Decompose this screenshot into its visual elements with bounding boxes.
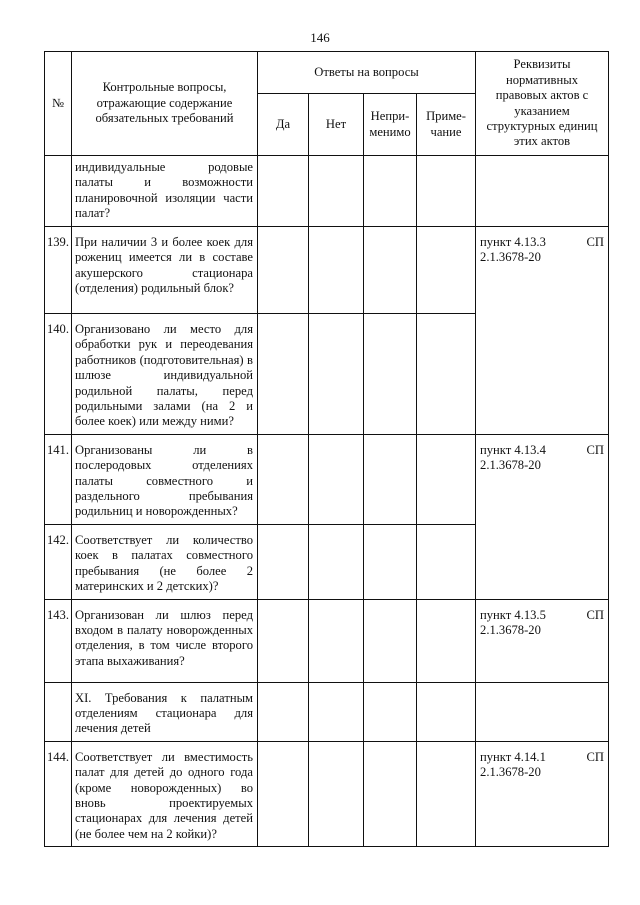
table-row bbox=[45, 599, 609, 682]
table-row bbox=[45, 434, 609, 524]
answer-no-cell[interactable] bbox=[309, 524, 364, 599]
answer-yes-cell[interactable] bbox=[258, 227, 309, 314]
page-number: 146 bbox=[310, 30, 330, 45]
header-num: № bbox=[45, 52, 72, 156]
answer-note-cell[interactable] bbox=[417, 227, 476, 314]
answer-note-cell[interactable] bbox=[417, 741, 476, 846]
table-row bbox=[45, 156, 609, 227]
ref-document: 2.1.3678-20 bbox=[480, 458, 541, 473]
answer-no-cell[interactable] bbox=[309, 434, 364, 524]
row-question: При наличии 3 и более коек для рожениц имеется ли в составе акушерского стационара (отделения) родильный блок? bbox=[72, 227, 258, 314]
header-no: Нет bbox=[309, 94, 364, 156]
empty-cell bbox=[476, 682, 609, 741]
ref-sp: СП bbox=[586, 607, 605, 622]
row-number: 141. bbox=[45, 434, 72, 524]
row-number: 144. bbox=[45, 741, 72, 846]
answer-yes-cell[interactable] bbox=[258, 741, 309, 846]
answer-note-cell[interactable] bbox=[417, 156, 476, 227]
answer-na-cell[interactable] bbox=[364, 434, 417, 524]
answer-yes-cell[interactable] bbox=[258, 156, 309, 227]
header-note: Приме-чание bbox=[417, 94, 476, 156]
answer-note-cell[interactable] bbox=[417, 434, 476, 524]
table-row bbox=[45, 227, 609, 314]
ref-clause: пункт 4.13.3 bbox=[480, 235, 546, 249]
header-questions: Контрольные вопросы, отражающие содержание обязательных требований bbox=[72, 52, 258, 156]
row-question: Соответствует ли количество коек в палатах совместного пребывания (не более 2 материнских и 2 детских)? bbox=[72, 524, 258, 599]
ref-clause: пункт 4.13.4 bbox=[480, 442, 546, 457]
row-number bbox=[45, 682, 72, 741]
row-number: 140. bbox=[45, 314, 72, 435]
answer-no-cell[interactable] bbox=[309, 314, 364, 435]
header-yes: Да bbox=[258, 94, 309, 156]
empty-cell bbox=[417, 682, 476, 741]
answer-no-cell[interactable] bbox=[309, 741, 364, 846]
empty-cell bbox=[364, 682, 417, 741]
answer-na-cell[interactable] bbox=[364, 599, 417, 682]
answer-no-cell[interactable] bbox=[309, 156, 364, 227]
row-requisites bbox=[476, 741, 609, 846]
answer-yes-cell[interactable] bbox=[258, 524, 309, 599]
answer-yes-cell[interactable] bbox=[258, 434, 309, 524]
answer-note-cell[interactable] bbox=[417, 599, 476, 682]
row-number bbox=[45, 156, 72, 227]
header-answers: Ответы на вопросы bbox=[258, 52, 476, 94]
answer-no-cell[interactable] bbox=[309, 227, 364, 314]
row-requisites bbox=[476, 599, 609, 682]
ref-sp: СП bbox=[586, 235, 605, 249]
section-row bbox=[45, 682, 609, 741]
empty-cell bbox=[258, 682, 309, 741]
answer-na-cell[interactable] bbox=[364, 741, 417, 846]
ref-clause: пункт 4.13.5 bbox=[480, 607, 546, 622]
header-requisites: Реквизиты нормативных правовых актов с указанием структурных единиц этих актов bbox=[476, 52, 609, 156]
row-requisites bbox=[476, 227, 609, 435]
row-number: 142. bbox=[45, 524, 72, 599]
row-number: 143. bbox=[45, 599, 72, 682]
answer-na-cell[interactable] bbox=[364, 156, 417, 227]
answer-na-cell[interactable] bbox=[364, 524, 417, 599]
answer-yes-cell[interactable] bbox=[258, 599, 309, 682]
answer-yes-cell[interactable] bbox=[258, 314, 309, 435]
row-question: Организован ли шлюз перед входом в палату новорожденных отделения, в том числе второго этапа выхаживания? bbox=[72, 599, 258, 682]
row-requisites bbox=[476, 434, 609, 599]
answer-na-cell[interactable] bbox=[364, 227, 417, 314]
ref-document: 2.1.3678-20 bbox=[480, 765, 541, 780]
section-title: XI. Требования к палатным отделениям стационара для лечения детей bbox=[72, 682, 258, 741]
ref-document: 2.1.3678-20 bbox=[480, 250, 541, 265]
row-question: Соответствует ли вместимость палат для детей до одного года (кроме новорожденных) во вновь проектируемых стационарах для лечения детей (не более чем на 2 койки)? bbox=[72, 741, 258, 846]
row-number: 139. bbox=[45, 227, 72, 314]
ref-sp: СП bbox=[586, 749, 605, 764]
header-not-applicable: Непри-менимо bbox=[364, 94, 417, 156]
answer-no-cell[interactable] bbox=[309, 599, 364, 682]
answer-na-cell[interactable] bbox=[364, 314, 417, 435]
requirements-table bbox=[44, 51, 609, 847]
row-question: Организованы ли в послеродовых отделениях палаты совместного и раздельного пребывания родильниц и новорожденных? bbox=[72, 434, 258, 524]
ref-clause: пункт 4.14.1 bbox=[480, 749, 546, 764]
ref-sp: СП bbox=[586, 442, 605, 457]
row-question: Организовано ли место для обработки рук и переодевания работников (подготовительная) в шлюзе индивидуальной родильной палаты, перед родильными залами (на 2 и более коек) или между ними? bbox=[72, 314, 258, 435]
answer-note-cell[interactable] bbox=[417, 314, 476, 435]
table-row bbox=[45, 741, 609, 846]
row-requisites bbox=[476, 156, 609, 227]
answer-note-cell[interactable] bbox=[417, 524, 476, 599]
empty-cell bbox=[309, 682, 364, 741]
row-question: индивидуальные родовые палаты и возможности планировочной изоляции части палат? bbox=[72, 156, 258, 227]
ref-document: 2.1.3678-20 bbox=[480, 622, 541, 637]
